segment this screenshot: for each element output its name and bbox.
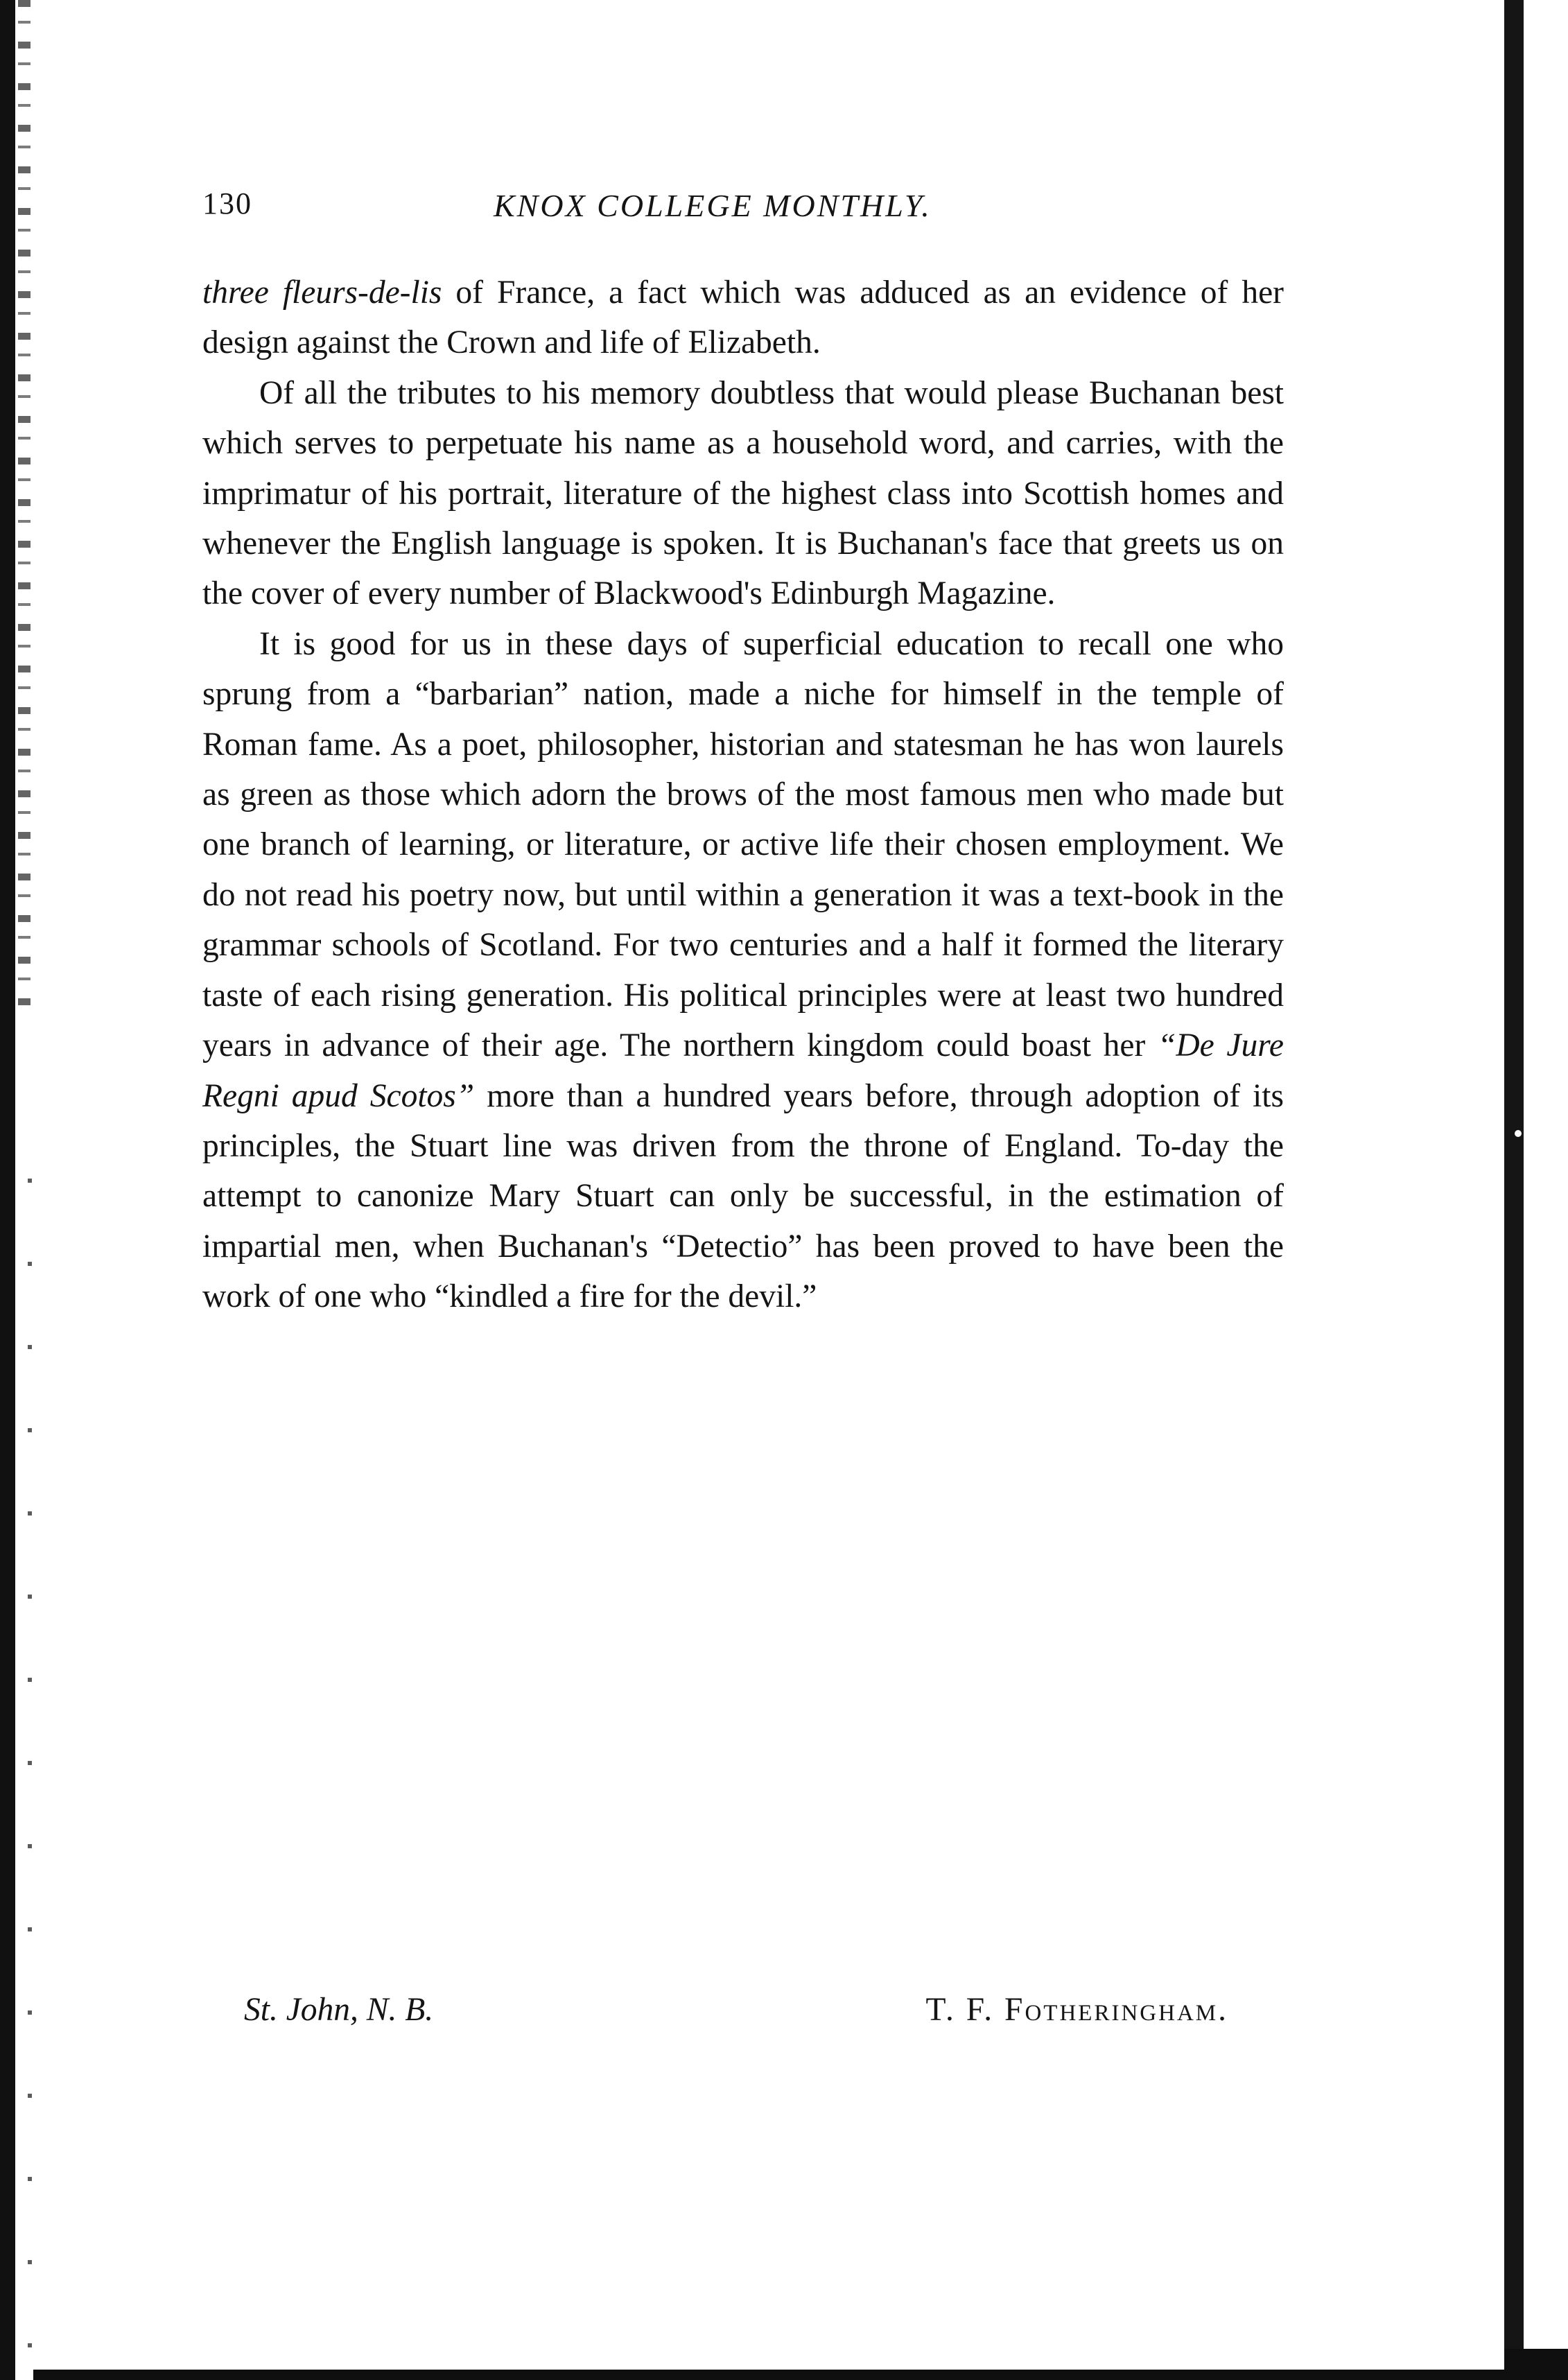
paragraph-text: of France, a fact which was adduced as an evidence of her design against the Crown and life of Elizabeth. (202, 275, 1284, 361)
paragraph-text-continued: more than a hundred years before, through adoption of its principles, the Stuart line was driven from the throne of England. To-day the attempt to canonize Mary Stuart can only be successful, in the estimation of impartial men, when Buchanan's “Detectio” has been proved to have been the work of one who “kindled a fire for the devil.” (202, 1077, 1284, 1315)
paragraph-1 (202, 268, 1284, 368)
page-number: 130 (202, 186, 252, 220)
paragraph-text: It is good for us in these days of superficial education to recall one who sprung from a “barbarian” nation, made a niche for himself in the temple of Roman fame. As a poet, philosopher, historian and statesman he has won laurels as green as those which adorn the brows of the most famous men who made but one branch of learning, or literature, or active life their chosen employment. We do not read his poetry now, but until within a generation it was a text-book in the grammar schools of Scotland. For two centuries and a half it formed the literary taste of each rising generation. His political principles were at least two hundred years in advance of their age. The northern kingdom could boast her (202, 625, 1284, 1064)
paragraph-text: Of all the tributes to his memory doubtless that would please Buchanan best which serves to perpetuate his name as a household word, and carries, with the imprimatur of his portrait, literature of the highest class into Scottish homes and whenever the English language is spoken. It is Buchanan's face that greets us on the cover of every number of Blackwood's Edinburgh Magazine. (202, 374, 1284, 612)
scan-speck (1515, 1130, 1522, 1137)
scan-right-border (1504, 0, 1524, 2350)
scan-left-border (0, 0, 15, 2380)
italic-book-title: “De Jure Regni apud Scotos” (202, 1027, 1284, 1114)
scan-left-noise-lower (28, 1179, 32, 2357)
paragraph-3 (202, 619, 1284, 1322)
signature-line (202, 1991, 1284, 2047)
italic-phrase: three fleurs-de-lis (202, 275, 442, 311)
signature-author (925, 1991, 1228, 2029)
scan-left-noise (18, 0, 31, 1005)
scan-bottom-corner (1504, 2349, 1568, 2370)
paragraph-2 (202, 368, 1284, 619)
scan-bottom-border (33, 2370, 1568, 2380)
article-body (202, 268, 1284, 1322)
running-title: KNOX COLLEGE MONTHLY. (494, 188, 932, 223)
author-name: T. F. Fotheringham. (925, 1992, 1228, 2028)
page-header (202, 186, 1284, 234)
signature-place: St. John, N. B. (244, 1992, 434, 2028)
